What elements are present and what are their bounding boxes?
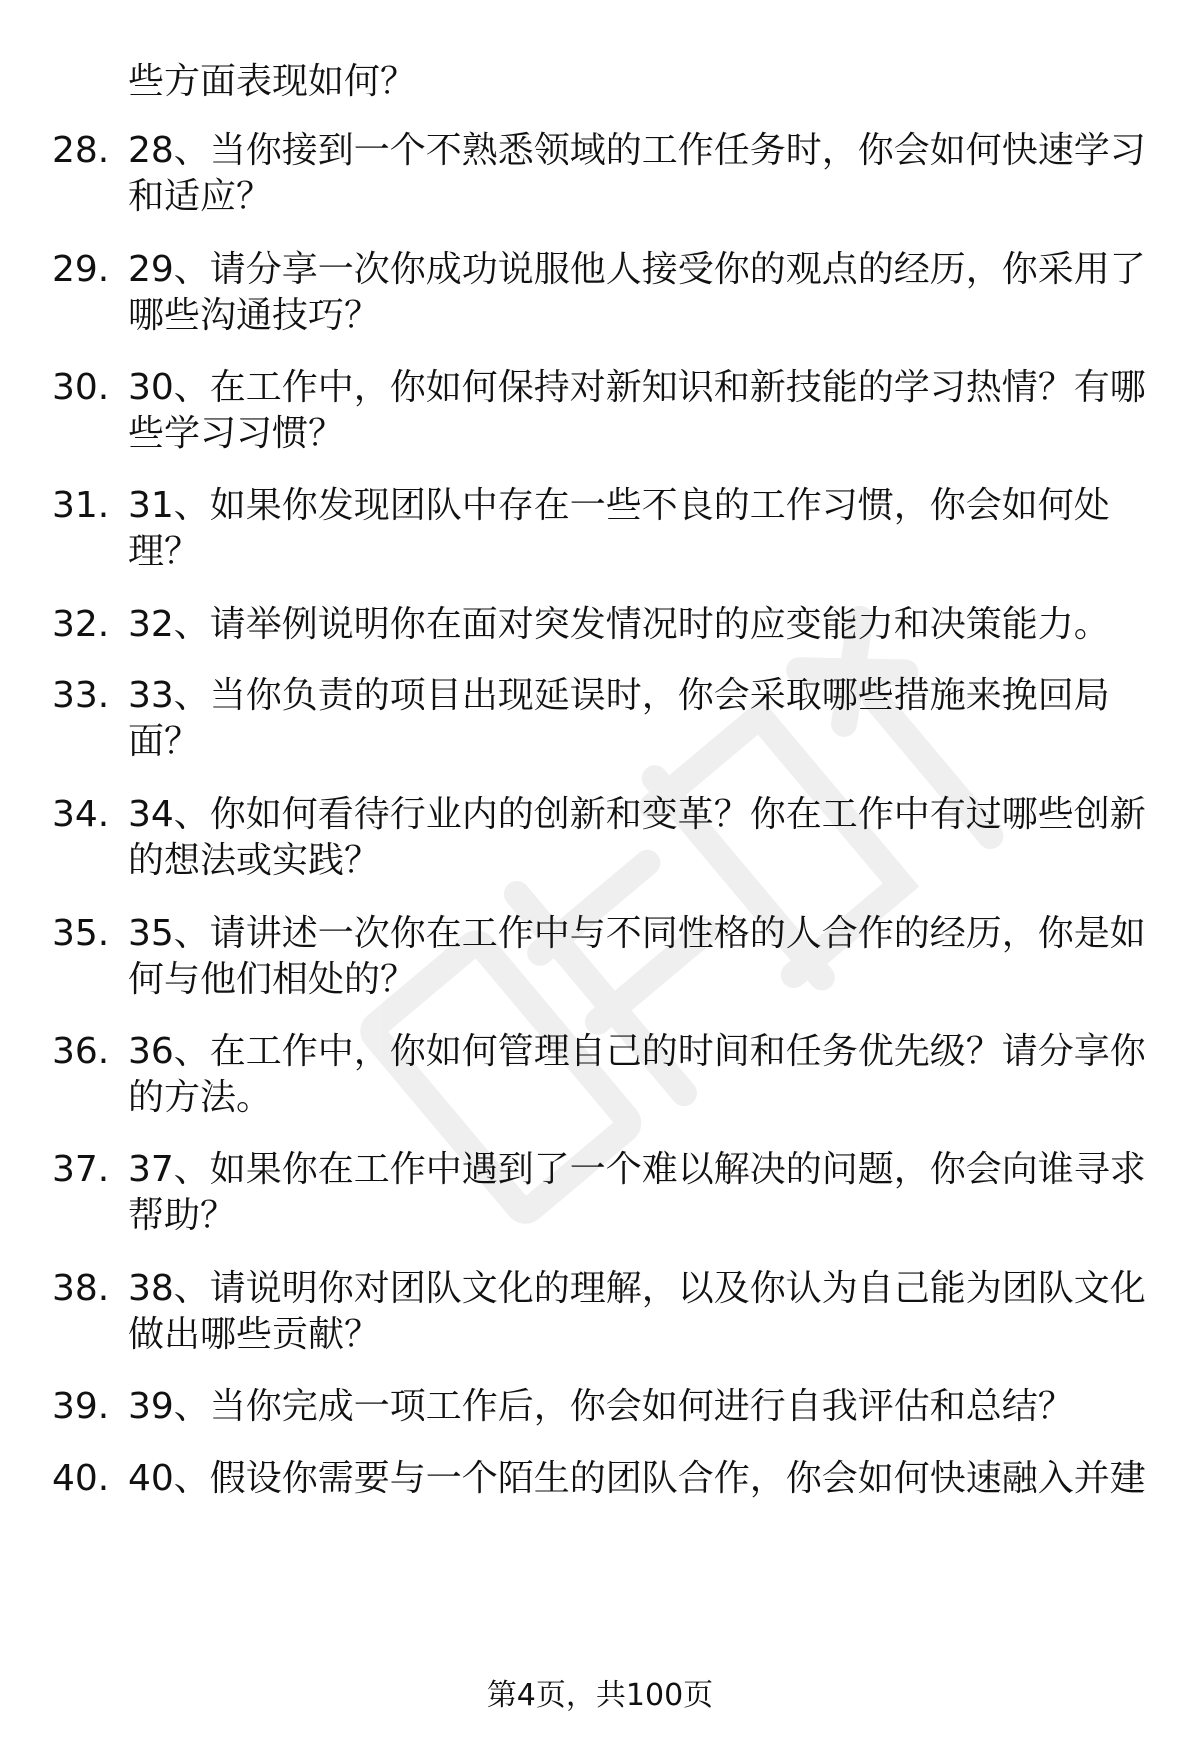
- page-footer: 第4页，共100页: [486, 1678, 714, 1713]
- list-item-text: 些方面表现如何？: [128, 61, 417, 102]
- list-item-text: 34、你如何看待行业内的创新和变革？你在工作中有过哪些创新的想法或实践？: [128, 794, 1146, 881]
- list-item-number: 34.: [52, 794, 110, 835]
- list-item-text: 28、当你接到一个不熟悉领域的工作任务时，你会如何快速学习和适应？: [128, 130, 1146, 217]
- list-item-number: 35.: [52, 913, 110, 954]
- list-item-number: 40.: [52, 1458, 110, 1499]
- list-item-number: 36.: [52, 1031, 110, 1072]
- list-item-text: 33、当你负责的项目出现延误时，你会采取哪些措施来挽回局面？: [128, 675, 1110, 762]
- list-item-text: 32、请举例说明你在面对突发情况时的应变能力和决策能力。: [128, 604, 1110, 645]
- list-item-text: 35、请讲述一次你在工作中与不同性格的人合作的经历，你是如何与他们相处的？: [128, 913, 1146, 1000]
- list-item-number: 28.: [52, 130, 110, 171]
- list-item-text: 36、在工作中，你如何管理自己的时间和任务优先级？请分享你的方法。: [128, 1031, 1146, 1118]
- list-item-text: 37、如果你在工作中遇到了一个难以解决的问题，你会向谁寻求帮助？: [128, 1149, 1146, 1236]
- list-item-text: 38、请说明你对团队文化的理解，以及你认为自己能为团队文化做出哪些贡献？: [128, 1268, 1146, 1355]
- list-item-number: 38.: [52, 1268, 110, 1309]
- list-item-text: 39、当你完成一项工作后，你会如何进行自我评估和总结？: [128, 1386, 1074, 1427]
- list-item-number: 37.: [52, 1149, 110, 1190]
- list-item-number: 32.: [52, 604, 110, 645]
- list-item-text: 31、如果你发现团队中存在一些不良的工作习惯，你会如何处理？: [128, 485, 1110, 572]
- list-item-number: 29.: [52, 249, 110, 290]
- list-item-number: 30.: [52, 367, 110, 408]
- list-item-text: 40、假设你需要与一个陌生的团队合作，你会如何快速融入并建: [128, 1458, 1146, 1499]
- list-item-number: 39.: [52, 1386, 110, 1427]
- list-item-number: 33.: [52, 675, 110, 716]
- list-item-text: 29、请分享一次你成功说服他人接受你的观点的经历，你采用了哪些沟通技巧？: [128, 249, 1146, 336]
- list-item-text: 30、在工作中，你如何保持对新知识和新技能的学习热情？有哪些学习习惯？: [128, 367, 1146, 454]
- list-item-number: 31.: [52, 485, 110, 526]
